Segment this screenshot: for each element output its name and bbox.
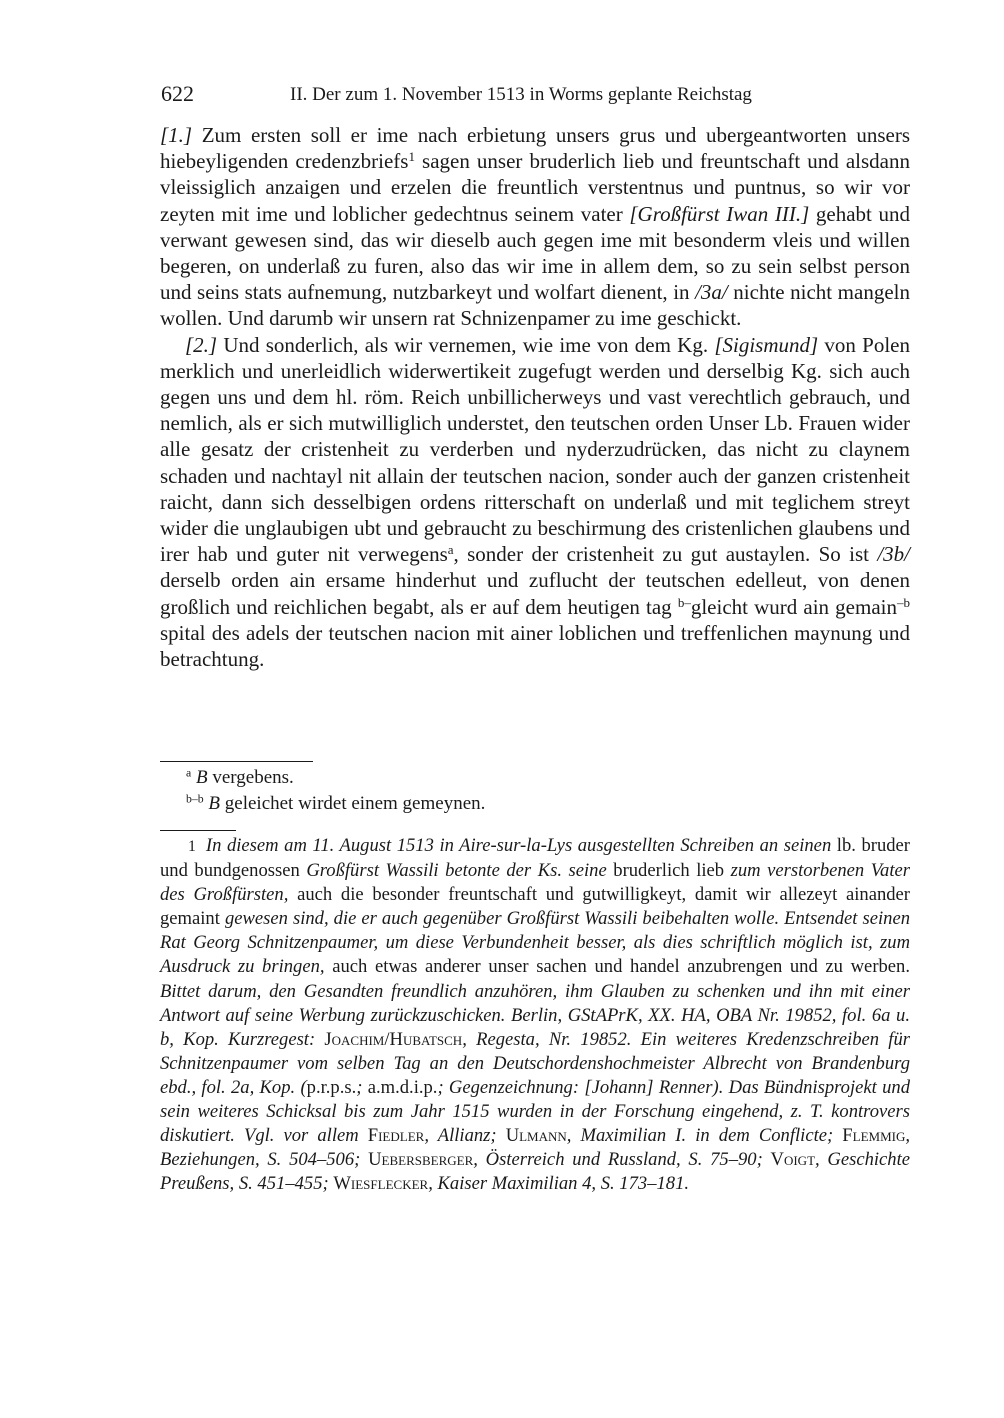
- author-name: Uebersberger: [368, 1149, 474, 1171]
- fn-span: , Kaiser Maximilian 4, S. 173–181.: [428, 1173, 690, 1195]
- text-span: von Polen merklich und unerleidlich widerwertikeit zugefugt werden und derselbig Kg. sich auch gegen uns und dem hl. röm. Reich unbillicherweys und vast verechtlich gebrauch, und nemlich, als er sich mutwilliglich understet, den teutschen orden Unser Lb. Frauen wider alle gesatz der cristenheit zu verderben und nyderzudrücken, das nicht zu claynem schaden und nachtayl nit allain der teutschen nacion, sonder auch der ganzen cristenheit raicht, dann sich desselbigen ordens ritterschaft on underlaß und mit teglichem streyt wider die unglaubigen ubt und gebraucht zu beschirmung des cristenlichen glaubens und irer hab und guter nit verwegens: [160, 332, 910, 567]
- textcrit-note-a: [186, 765, 886, 791]
- running-head: II. Der zum 1. November 1513 in Worms geplante Reichstag: [290, 84, 752, 105]
- fn-span: , Allianz;: [424, 1125, 506, 1147]
- fn-span: zum verstorbenen Vater des Großfürsten,: [160, 860, 910, 906]
- text-span: nichte nicht mangeln wollen. Und darumb wir unsern rat Schnizenpamer zu ime geschickt.: [160, 280, 910, 331]
- fn-span: ; Gegenzeichnung: [Johann] Renner). Das Bündnisprojekt und sein weiteres Schicksal bis zum Jahr 1515 wurden in der Forschung eingehend, z. T. kontrovers diskutiert. Vgl. vor allem: [160, 1076, 910, 1147]
- footnote-mark: 1: [188, 838, 196, 855]
- fn-span: bruderlich lieb: [606, 860, 731, 882]
- fn-span: auch etwas anderer unser sachen und handel anzubrengen und zu werben.: [324, 956, 910, 978]
- editorial-insertion: [Großfürst Iwan III.]: [629, 201, 810, 226]
- fn-span: , Geschichte Preußens, S. 451–455;: [160, 1149, 911, 1195]
- paragraph-marker: [1.]: [160, 123, 193, 147]
- note-text: vergebens.: [207, 767, 294, 788]
- author-name: Wiesflecker: [333, 1173, 429, 1195]
- text-span: derselb orden ain ersame hinderhut und zuflucht der teutschen edelleut, von denen großlich und reichlichen begabt, als er auf dem heutigen tag: [160, 568, 910, 619]
- textcrit-ref: b–: [677, 594, 691, 610]
- author-name: Fiedler: [367, 1125, 425, 1147]
- fn-span: In diesem am 11. August 1513 in Aire-sur-la-Lys ausgestellten Schreiben an seinen: [205, 835, 832, 856]
- text-span: sagen unser bruderlich lieb und freuntschaft und alsdann vleissiglich anzaigen und erzelen die freuntlich verstentnus und puntnus, so wir vor zeyten mit ime und loblicher gedechtnus seinem vater: [160, 149, 910, 226]
- textcrit-rule: [160, 761, 313, 762]
- fn-span: , Regesta, Nr. 19852. Ein weiteres Kredenzschreiben für Schnitzenpaumer vom selben Tag an den Deutschordenshochmeister Albrecht von Brandenburg ebd., fol. 2a, Kop. (: [160, 1028, 910, 1098]
- text-span: gleicht wurd ain gemain: [690, 594, 897, 619]
- text-span: Und sonderlich, als wir vernemen, wie ime von dem Kg.: [217, 332, 715, 357]
- author-name: Joachim/Hubatsch: [324, 1028, 463, 1050]
- text-span: gehabt und verwant gewesen sind, das wir dieselb auch gegen ime mit besonderm vleis und willen begeren, on underlaß zu furen, also das wir ime in allem dem, so zu sein selbst person und seins stats aufnemung, nutzbarkeyt und wolfart dienent, in: [160, 201, 910, 305]
- fn-span: auch die besonder freuntschaft und gutwilligkeyt, damit wir allezeyt ainander gemaint: [160, 884, 910, 930]
- note-text: geleichet wirdet einem gemeynen.: [220, 793, 486, 814]
- author-name: Ulmann: [505, 1125, 567, 1147]
- folio-marker: /3b/: [877, 542, 910, 567]
- text-span: spital des adels der teutschen nacion mit ainer loblichen und treffenlichen maynung und betrachtung.: [160, 620, 910, 672]
- folio-marker: /3a/: [695, 280, 728, 305]
- footnote-1: [160, 834, 910, 1196]
- fn-span: lb. bruder und bundgenossen: [160, 835, 911, 882]
- author-name: Flemmig: [842, 1125, 906, 1147]
- footnote-ref: 1: [408, 149, 415, 165]
- page-number: 622: [161, 81, 194, 106]
- author-name: Voigt: [770, 1149, 816, 1171]
- paragraph-1: [160, 122, 910, 332]
- main-text: [160, 122, 910, 672]
- fn-span: p.r.p.s.: [306, 1076, 357, 1098]
- textcrit-apparatus: [186, 765, 886, 817]
- editorial-insertion: [Sigismund]: [714, 332, 819, 357]
- textcrit-note-b: [186, 791, 886, 817]
- textcrit-ref: a: [447, 542, 454, 558]
- siglum: B: [195, 767, 208, 788]
- note-mark: a: [186, 766, 192, 780]
- paragraph-2: [160, 332, 910, 673]
- fn-span: Großfürst Wassili betonte der Ks. seine: [306, 860, 607, 882]
- fn-span: ;: [356, 1076, 368, 1098]
- textcrit-ref: –b: [896, 594, 910, 610]
- fn-span: , Maximilian I. in dem Conflicte;: [566, 1125, 843, 1147]
- note-mark: b–b: [186, 792, 204, 806]
- text-span: Zum ersten soll er ime nach erbietung unsers grus und ubergeantworten unsers hiebeyligenden credenzbriefs: [160, 123, 910, 174]
- fn-span: Bittet darum, den Gesandten freundlich anzuhören, ihm Glauben zu schenken und ihn mit einer Antwort auf seine Werbung zurückzuschicken. Berlin, GStAPrK, XX. HA, OBA Nr. 19852, fol. 6a u. b, Kop. Kurzregest:: [160, 980, 910, 1050]
- fn-span: , Österreich und Russland, S. 75–90;: [473, 1149, 771, 1171]
- fn-span: gewesen sind, die er auch gegenüber Großfürst Wassili beibehalten wolle. Entsendet seinen Rat Georg Schnitzenpaumer, um diese Verbundenheit besser, als dies schriftlich möglich ist, zum Ausdruck zu bringen,: [160, 908, 910, 978]
- paragraph-marker: [2.]: [185, 332, 218, 357]
- footnote-rule: [160, 830, 236, 831]
- text-span: , sonder der cristenheit zu gut austaylen. So ist: [453, 542, 878, 567]
- footnotes: [160, 834, 910, 1196]
- fn-span: a.m.d.i.p.: [367, 1076, 438, 1098]
- siglum: B: [208, 793, 221, 814]
- fn-span: , Beziehungen, S. 504–506;: [160, 1125, 910, 1171]
